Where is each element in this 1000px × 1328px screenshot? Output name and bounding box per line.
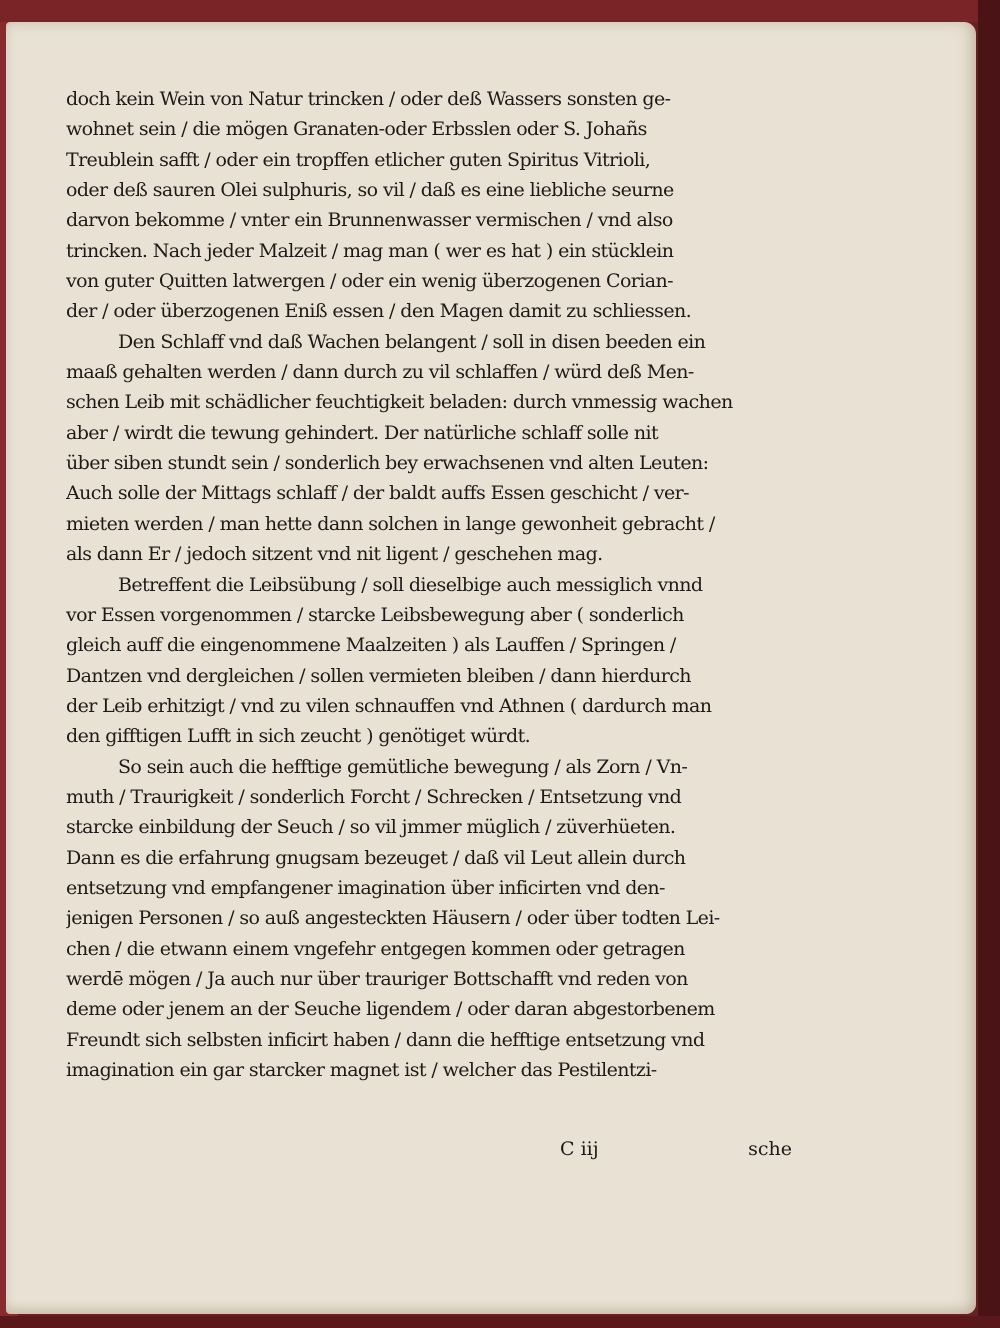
- text-line: gleich auff die eingenommene Maalzeiten ) als Lauffen / Springen /: [66, 634, 676, 657]
- text-line: imagination ein gar starcker magnet ist / welcher das Pestilentzi-: [66, 1059, 657, 1081]
- text-line: Dann es die erfahrung gnugsam bezeuget / daß vil Leut allein durch: [66, 846, 686, 869]
- text-line: schen Leib mit schädlicher feuchtigkeit beladen: durch vnmessig wachen: [66, 391, 733, 414]
- text-line: von guter Quitten latwergen / oder ein wenig überzogenen Corian-: [66, 270, 673, 293]
- catchword: sche: [748, 1138, 792, 1160]
- text-line: deme oder jenem an der Seuche ligendem / oder daran abgestorbenem: [66, 998, 715, 1021]
- text-line: als dann Er / jedoch sitzent vnd nit ligent / geschehen mag.: [66, 543, 603, 566]
- text-line: Dantzen vnd dergleichen / sollen vermieten bleiben / dann hierdurch: [66, 664, 691, 687]
- text-line: wohnet sein / die mögen Granaten-oder Erbsslen oder S. Johañs: [66, 118, 647, 141]
- text-line: über siben stundt sein / sonderlich bey erwachsenen vnd alten Leuten:: [66, 452, 709, 475]
- signature-mark: C iij: [560, 1138, 599, 1160]
- text-line: den gifftigen Lufft in sich zeucht ) genötiget würdt.: [66, 725, 531, 748]
- text-line: Den Schlaff vnd daß Wachen belangent / soll in disen beeden ein: [118, 330, 706, 353]
- text-line: trincken. Nach jeder Malzeit / mag man ( wer es hat ) ein stücklein: [66, 239, 674, 262]
- text-line: werdē mögen / Ja auch nur über trauriger Bottschafft vnd reden von: [66, 967, 688, 990]
- book-cover-edge-top: [0, 0, 1000, 22]
- book-cover-edge-right: [978, 0, 1000, 1328]
- text-line: der Leib erhitzigt / vnd zu vilen schnauffen vnd Athnen ( dardurch man: [66, 694, 712, 717]
- text-line: darvon bekomme / vnter ein Brunnenwasser vermischen / vnd also: [66, 209, 673, 232]
- text-line: oder deß sauren Olei sulphuris, so vil / daß es eine liebliche seurne: [66, 179, 674, 202]
- text-line: doch kein Wein von Natur trincken / oder deß Wassers sonsten ge-: [66, 88, 671, 110]
- text-line: jenigen Personen / so auß angesteckten Häusern / oder über todten Lei-: [66, 907, 720, 930]
- book-cover-edge-bottom: [0, 1316, 1000, 1328]
- text-line: der / oder überzogenen Eniß essen / den Magen damit zu schliessen.: [66, 300, 692, 323]
- text-line: mieten werden / man hette dann solchen in lange gewonheit gebracht /: [66, 512, 715, 535]
- text-line: muth / Traurigkeit / sonderlich Forcht / Schrecken / Entsetzung vnd: [66, 785, 682, 808]
- page-body-text: [66, 84, 802, 1085]
- text-line: Auch solle der Mittags schlaff / der baldt auffs Essen geschicht / ver-: [66, 482, 689, 505]
- text-line: starcke einbildung der Seuch / so vil jmmer müglich / züverhüeten.: [66, 816, 676, 839]
- text-line: Betreffent die Leibsübung / soll dieselbige auch messiglich vnnd: [118, 573, 703, 596]
- text-line: entsetzung vnd empfangener imagination über inficirten vnd den-: [66, 876, 665, 899]
- text-line: maaß gehalten werden / dann durch zu vil schlaffen / würd deß Men-: [66, 361, 694, 384]
- text-line: vor Essen vorgenommen / starcke Leibsbewegung aber ( sonderlich: [66, 603, 684, 626]
- page-footer: [66, 1134, 802, 1164]
- text-line: So sein auch die hefftige gemütliche bewegung / als Zorn / Vn-: [118, 755, 688, 778]
- text-line: Treublein safft / oder ein tropffen etlicher guten Spiritus Vitrioli,: [66, 148, 651, 171]
- text-line: aber / wirdt die tewung gehindert. Der natürliche schlaff solle nit: [66, 421, 659, 444]
- text-line: chen / die etwann einem vngefehr entgegen kommen oder getragen: [66, 937, 685, 960]
- text-line: Freundt sich selbsten inficirt haben / dann die hefftige entsetzung vnd: [66, 1028, 705, 1051]
